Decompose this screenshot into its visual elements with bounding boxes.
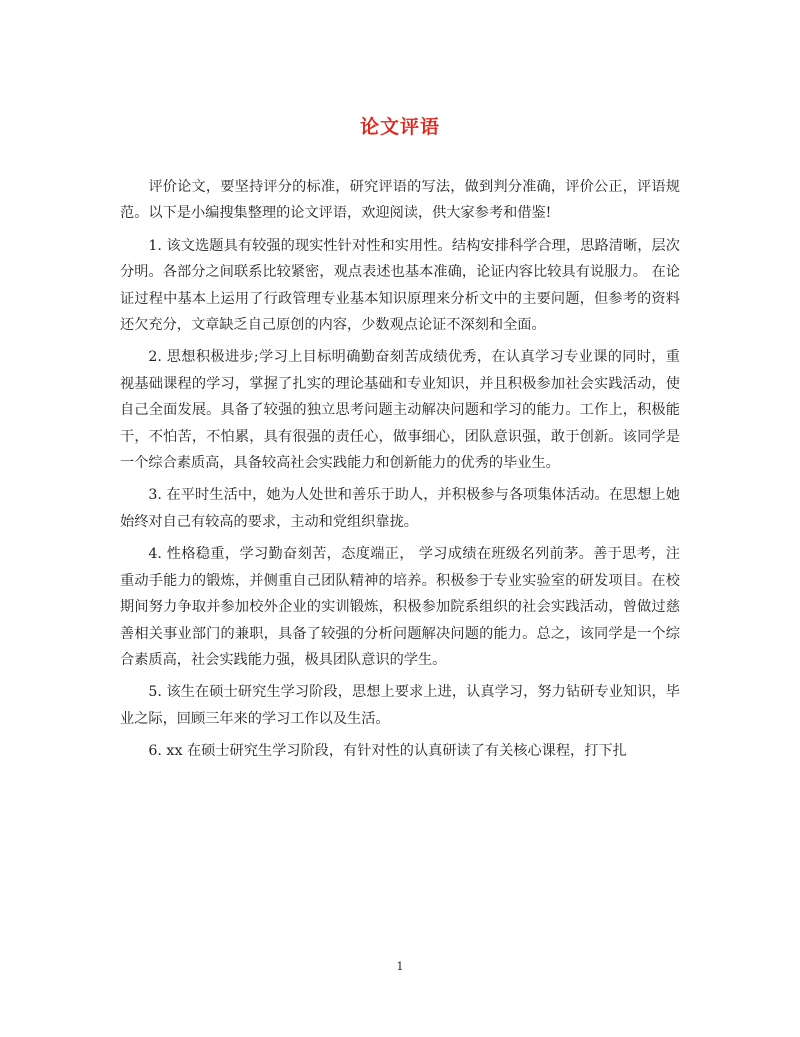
paragraph-item-6: 6. xx 在硕士研究生学习阶段，有针对性的认真研读了有关核心课程，打下扎 [148,743,627,760]
paragraph-intro: 评价论文，要坚持评分的标准，研究评语的写法，做到判分准确，评价公正，评语规范。以下是小编搜集整理的论文评语，欢迎阅读，供大家参考和借鉴! [120,179,680,222]
paragraph-item-5: 5. 该生在硕士研究生学习阶段，思想上要求上进，认真学习，努力钻研专业知识，毕业之际，回顾三年来的学习工作以及生活。 [120,684,680,727]
document-body [120,174,680,771]
paragraph-item-4: 4. 性格稳重，学习勤奋刻苦，态度端正， 学习成绩在班级名列前茅。善于思考，注重动手能力的锻炼，并侧重自己团队精神的培养。积极参于专业实验室的研发项目。在校期间努力争取并参加校外企业的实训锻炼，积极参加院系组织的社会实践活动，曾做过慈善相关事业部门的兼职，具备了较强的分析问题解决问题的能力。总之，该同学是一个综合素质高，社会实践能力强，极具团队意识的学生。 [120,546,680,668]
paragraph-item-1: 1. 该文选题具有较强的现实性针对性和实用性。结构安排科学合理，思路清晰，层次分明。各部分之间联系比较紧密，观点表述也基本准确，论证内容比较具有说服力。 在论证过程中基本上运用了行政管理专业基本知识原理来分析文中的主要问题，但参考的资料还欠充分，文章缺乏自己原创的内容，少数观点论证不深刻和全面。 [120,237,680,334]
paragraph-item-3: 3. 在平时生活中，她为人处世和善乐于助人，并积极参与各项集体活动。在思想上她始终对自己有较高的要求，主动和党组织靠拢。 [120,487,680,530]
page-number: 1 [396,960,404,973]
paragraph-item-2: 2. 思想积极进步;学习上目标明确勤奋刻苦成绩优秀，在认真学习专业课的同时，重视基础课程的学习，掌握了扎实的理论基础和专业知识，并且积极参加社会实践活动，使自己全面发展。具备了较强的独立思考问题主动解决问题和学习的能力。工作上，积极能干，不怕苦，不怕累，具有很强的责任心，做事细心，团队意识强，敢于创新。该同学是一个综合素质高，具备较高社会实践能力和创新能力的优秀的毕业生。 [120,349,680,472]
document-title: 论文评语 [359,116,440,138]
